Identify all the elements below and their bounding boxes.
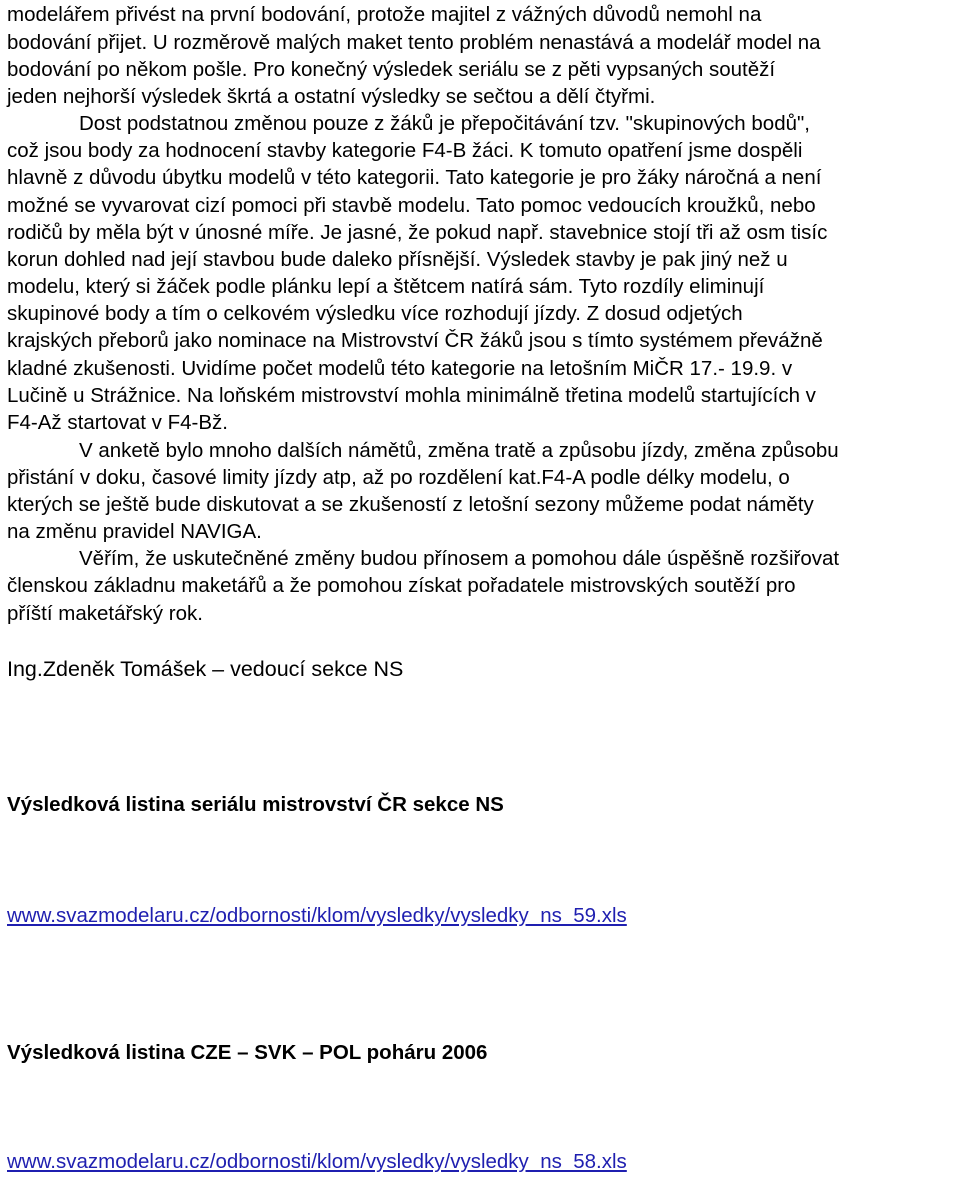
body-text-line: modelu, který si žáček podle plánku lepí a štětcem natírá sám. Tyto rozdíly eliminují [7,275,765,298]
body-text-line: krajských přeborů jako nominace na Mistrovství ČR žáků jsou s tímto systémem převážně [7,329,823,352]
body-text-line: Dost podstatnou změnou pouze z žáků je přepočitávání tzv. "skupinových bodů", [79,112,810,135]
body-text-line: F4-Až startovat v F4-Bž. [7,411,228,434]
body-text-line: hlavně z důvodu úbytku modelů v této kategorii. Tato kategorie je pro žáky náročná a není [7,166,822,189]
body-text-line: na změnu pravidel NAVIGA. [7,520,262,543]
body-text-line: příští maketářský rok. [7,602,203,625]
body-text-line: modelářem přivést na první bodování, protože majitel z vážných důvodů nemohl na [7,3,762,26]
body-text-line: V anketě bylo mnoho dalších námětů, změna tratě a způsobu jízdy, změna způsobu [79,439,839,462]
body-text-line: bodování přijet. U rozměrově malých maket tento problém nenastává a modelář model na [7,31,821,54]
body-text-line: skupinové body a tím o celkovém výsledku více rozhodují jízdy. Z dosud odjetých [7,302,743,325]
body-text-line: kterých se ještě bude diskutovat a se zkušeností z letošní sezony můžeme podat náměty [7,493,814,516]
results-link-ns[interactable]: www.svazmodelaru.cz/odbornosti/klom/vysledky/vysledky_ns_59.xls [7,904,627,927]
results-heading-cup: Výsledková listina CZE – SVK – POL poháru 2006 [7,1041,488,1064]
body-text-line: Lučině u Strážnice. Na loňském mistrovství mohla minimálně třetina modelů startujících v [7,384,816,407]
body-text-line: Věřím, že uskutečněné změny budou přínosem a pomohou dále úspěšně rozšiřovat [79,547,840,570]
body-text-line: korun dohled nad její stavbou bude daleko přísnější. Výsledek stavby je pak jiný než u [7,248,788,271]
body-text-line: rodičů by měla být v únosné míře. Je jasné, že pokud např. stavebnice stojí tři až osm tisíc [7,221,828,244]
body-text-line: což jsou body za hodnocení stavby kategorie F4-B žáci. K tomuto opatření jsme dospěli [7,139,803,162]
body-text-line: jeden nejhorší výsledek škrtá a ostatní výsledky se sečtou a dělí čtyřmi. [7,85,656,108]
body-text-line: kladné zkušenosti. Uvidíme počet modelů této kategorie na letošním MiČR 17.- 19.9. v [7,357,793,380]
body-text-line: přistání v doku, časové limity jízdy atp, až po rozdělení kat.F4-A podle délky modelu, o [7,466,790,489]
body-text-line: členskou základnu maketářů a že pomohou získat pořadatele mistrovských soutěží pro [7,574,796,597]
author-signature: Ing.Zdeněk Tomášek – vedoucí sekce NS [7,657,404,681]
body-text-line: bodování po někom pošle. Pro konečný výsledek seriálu se z pěti vypsaných soutěží [7,58,776,81]
results-link-cup[interactable]: www.svazmodelaru.cz/odbornosti/klom/vysledky/vysledky_ns_58.xls [7,1150,627,1173]
body-text-line: možné se vyvarovat cizí pomoci při stavbě modelu. Tato pomoc vedoucích kroužků, nebo [7,194,816,217]
results-heading-ns: Výsledková listina seriálu mistrovství ČR sekce NS [7,793,504,816]
